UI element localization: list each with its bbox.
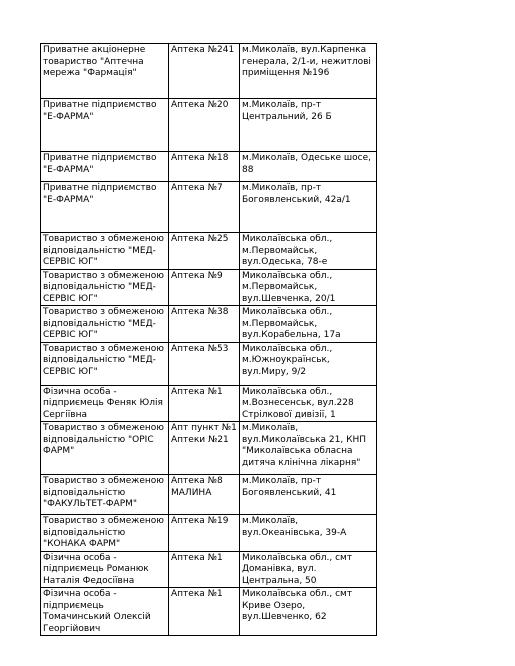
- pharmacy-table: [40, 43, 377, 636]
- owner-cell: Товариство з обмеженою відповідальністю "МЕД-СЕРВІС ЮГ": [41, 342, 169, 385]
- address-cell: Миколаївська обл., м.Первомайськ, вул.Одеська, 78-е: [240, 233, 377, 270]
- pharmacy-cell: Аптека №53: [169, 342, 240, 385]
- table-row: [41, 551, 377, 588]
- address-cell: м.Миколаїв, вул.Океанівська, 39-А: [240, 515, 377, 552]
- pharmacy-cell: Аптека №9: [169, 269, 240, 306]
- table-row: [41, 515, 377, 552]
- table-row: [41, 99, 377, 152]
- owner-cell: Товариство з обмеженою відповідальністю "МЕД-СЕРВІС ЮГ": [41, 233, 169, 270]
- table-row: [41, 182, 377, 233]
- address-cell: м.Миколаїв, Одеське шосе, 88: [240, 152, 377, 182]
- owner-cell: Фізична особа - підприємець Томачинський Олексій Георгійович: [41, 588, 169, 636]
- owner-cell: Товариство з обмеженою відповідальністю "МЕД-СЕРВІС ЮГ": [41, 269, 169, 306]
- owner-cell: Фізична особа - підприємець Романюк Наталія Федосіївна: [41, 551, 169, 588]
- owner-cell: Товариство з обмеженою відповідальністю "КОНАКА ФАРМ": [41, 515, 169, 552]
- table-row: [41, 306, 377, 343]
- table-row: [41, 422, 377, 475]
- pharmacy-cell: Аптека №18: [169, 152, 240, 182]
- address-cell: м.Миколаїв, пр-т Богоявленський, 42а/1: [240, 182, 377, 233]
- address-cell: м.Миколаїв, вул.Карпенка генерала, 2/1-и, нежитлові приміщення №196: [240, 44, 377, 99]
- pharmacy-cell: Аптека №19: [169, 515, 240, 552]
- table-row: [41, 152, 377, 182]
- table-row: [41, 342, 377, 385]
- pharmacy-cell: Аптека №241: [169, 44, 240, 99]
- owner-cell: Товариство з обмеженою відповідальністю "ФАКУЛЬТЕТ-ФАРМ": [41, 475, 169, 515]
- pharmacy-cell: Аптека №1: [169, 588, 240, 636]
- address-cell: Миколаївська обл., смт Доманівка, вул. Центральна, 50: [240, 551, 377, 588]
- address-cell: м.Миколаїв, пр-т Центральний, 26 Б: [240, 99, 377, 152]
- pharmacy-cell: Аптека №1: [169, 385, 240, 422]
- table-row: [41, 269, 377, 306]
- owner-cell: Приватне підприємство "Е-ФАРМА": [41, 99, 169, 152]
- owner-cell: Товариство з обмеженою відповідальністю "МЕД-СЕРВІС ЮГ": [41, 306, 169, 343]
- pharmacy-cell: Аптека №1: [169, 551, 240, 588]
- table-row: [41, 44, 377, 99]
- owner-cell: Приватне підприємство "Е-ФАРМА": [41, 182, 169, 233]
- address-cell: Миколаївська обл., м.Вознесенськ, вул.228 Стрілкової дивізії, 1: [240, 385, 377, 422]
- address-cell: Миколаївська обл., смт Криве Озеро, вул.Шевченко, 62: [240, 588, 377, 636]
- owner-cell: Фізична особа - підприємець Феняк Юлія Сергіївна: [41, 385, 169, 422]
- pharmacy-cell: Аптека №8 МАЛИНА: [169, 475, 240, 515]
- address-cell: м.Миколаїв, пр-т Богоявленський, 41: [240, 475, 377, 515]
- pharmacy-cell: Аптека №7: [169, 182, 240, 233]
- table-row: [41, 475, 377, 515]
- pharmacy-cell: Аптека №25: [169, 233, 240, 270]
- owner-cell: Товариство з обмеженою відповідальністю "ОРІС ФАРМ": [41, 422, 169, 475]
- table-row: [41, 588, 377, 636]
- address-cell: Миколаївська обл., м.Первомайськ, вул.Шевченка, 20/1: [240, 269, 377, 306]
- pharmacy-cell: Аптека №38: [169, 306, 240, 343]
- pharmacy-cell: Апт пункт №1 Аптеки №21: [169, 422, 240, 475]
- pharmacy-cell: Аптека №20: [169, 99, 240, 152]
- owner-cell: Приватне акціонерне товариство "Аптечна мережа "Фармація": [41, 44, 169, 99]
- owner-cell: Приватне підприємство "Е-ФАРМА": [41, 152, 169, 182]
- address-cell: м.Миколаїв, вул.Миколаївська 21, КНП "Миколаївська обласна дитяча клінічна лікарня": [240, 422, 377, 475]
- address-cell: Миколаївська обл., м.Первомайськ, вул.Корабельна, 17а: [240, 306, 377, 343]
- address-cell: Миколаївська обл., м.Южноукраїнськ, вул.Миру, 9/2: [240, 342, 377, 385]
- table-row: [41, 385, 377, 422]
- table-row: [41, 233, 377, 270]
